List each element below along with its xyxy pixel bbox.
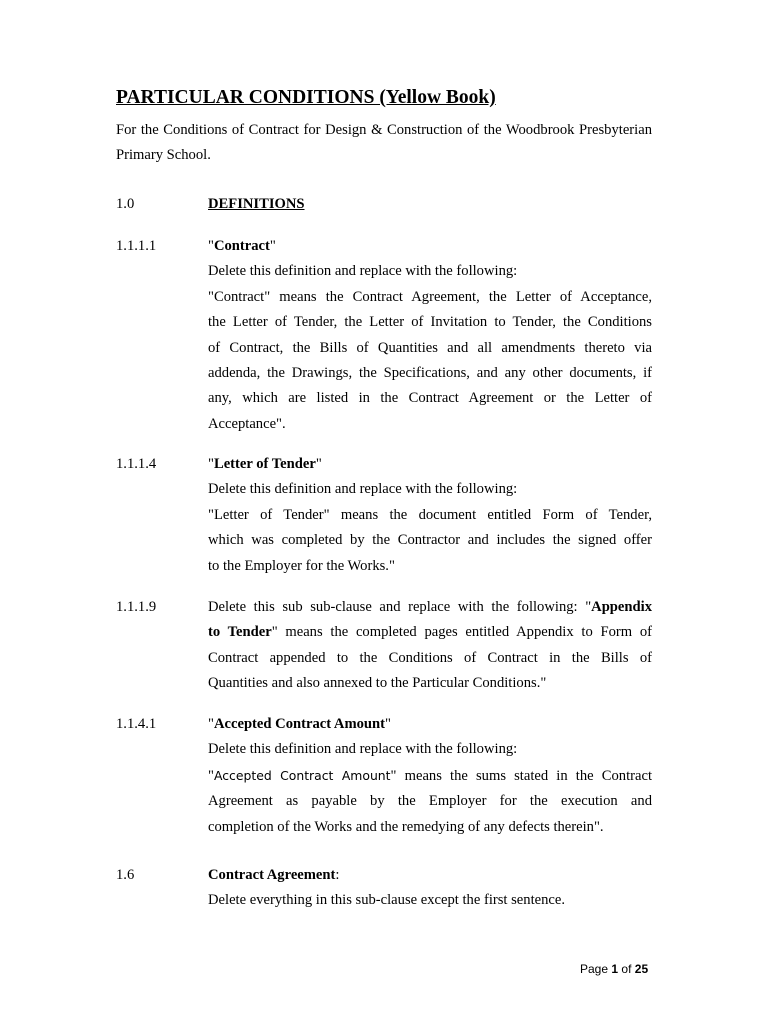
clause-term-text: Contract Agreement (208, 867, 336, 883)
clause-term: "Letter of Tender" (208, 456, 322, 472)
clause-term-text: Appendix (591, 599, 652, 615)
clause-1-1-1-9 (208, 595, 652, 697)
clause-instruction: Delete this definition and replace with the following: (208, 481, 518, 498)
page-label: Page (580, 962, 609, 976)
clause-term: "Accepted Contract Amount" (208, 716, 391, 732)
clause-number: 1.6 (116, 867, 135, 883)
clause-1-1-4-1 (208, 712, 652, 840)
clause-number: 1.1.1.4 (116, 456, 157, 472)
clause-text-line: Agreement as payable by the Employer for the execution and (208, 793, 652, 810)
clause-text-line: addenda, the Drawings, the Specifications, and any other documents, if (208, 365, 652, 382)
total-pages: 25 (634, 962, 649, 976)
clause-term-text: to Tender (208, 624, 272, 641)
clause-text-line: any, which are listed in the Contract Agreement or the Letter of (208, 390, 652, 407)
clause-term-text: Accepted Contract Amount (213, 767, 391, 783)
section-title-text: DEFINITIONS (208, 196, 305, 212)
clause-text-line: which was completed by the Contractor and includes the signed offer (208, 532, 652, 549)
clause-term: Contract Agreement: (208, 867, 340, 883)
clause-term-text: Contract (213, 238, 270, 254)
clause-instruction: Delete this definition and replace with the following: (208, 741, 518, 758)
section-title (208, 192, 652, 217)
clause-text-segment: " means the completed pages entitled Appendix to Form of (271, 624, 652, 641)
clause-text-line: "Letter of Tender" means the document entitled Form of Tender, (208, 506, 652, 523)
clause-term-text: Letter of Tender (213, 456, 316, 472)
document-intro: For the Conditions of Contract for Design & Construction of the Woodbrook Presbyterian Primary School. (116, 122, 652, 163)
clause-text-line: "Accepted Contract Amount" means the sums stated in the Contract (208, 767, 652, 784)
clause-1-1-1-1 (208, 234, 652, 437)
document-title: PARTICULAR CONDITIONS (Yellow Book) (116, 87, 496, 108)
of-label: of (621, 962, 632, 976)
clause-1-6 (208, 863, 652, 914)
clause-text-line: Delete everything in this sub-clause except the first sentence. (208, 892, 566, 909)
clause-instruction: Delete this definition and replace with the following: (208, 263, 518, 280)
clause-text-segment: Delete this sub sub-clause and replace with the following: " (208, 599, 592, 615)
clause-text-line: the Letter of Tender, the Letter of Invitation to Tender, the Conditions (208, 314, 652, 331)
page-footer (580, 962, 648, 976)
clause-text-last-line: to the Employer for the Works." (208, 557, 395, 574)
clause-text-line: Contract appended to the Conditions of Contract in the Bills of (208, 649, 652, 666)
clause-number: 1.1.1.1 (116, 238, 157, 254)
clause-text-line: of Contract, the Bills of Quantities and all amendments thereto via (208, 339, 652, 356)
clause-1-1-1-4 (208, 452, 652, 579)
clause-term-text: Accepted Contract Amount (213, 716, 386, 732)
page-number: 1 (611, 962, 619, 976)
clause-text-segment: " means the sums stated in the Contract (390, 767, 652, 784)
clause-text-line (208, 620, 652, 645)
clause-number: 1.1.1.9 (116, 599, 157, 615)
clause-text-line (208, 595, 652, 620)
clause-text-last-line: completion of the Works and the remedying of any defects therein". (208, 818, 604, 835)
clause-text-line: "Contract" means the Contract Agreement, the Letter of Acceptance, (208, 288, 652, 305)
clause-number: 1.1.4.1 (116, 716, 157, 732)
section-number: 1.0 (116, 196, 135, 212)
clause-term: "Contract" (208, 238, 276, 254)
clause-text-last-line: Quantities and also annexed to the Particular Conditions." (208, 675, 547, 692)
clause-text-last-line: Acceptance". (208, 415, 286, 432)
